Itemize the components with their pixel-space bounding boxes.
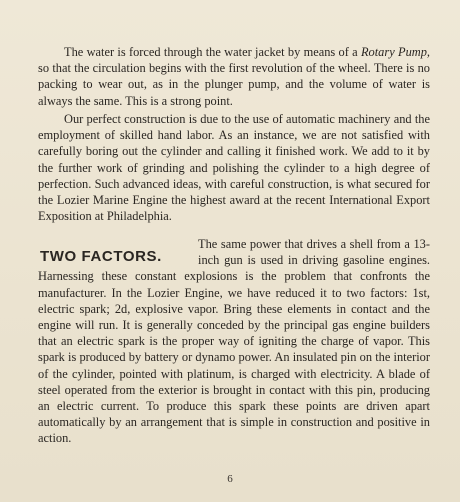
- p1-emphasis: Rotary Pump,: [360, 45, 430, 59]
- heading-wrap-space: [38, 236, 198, 266]
- page-number: 6: [227, 473, 233, 485]
- paragraph-rotary-pump: [38, 44, 430, 109]
- p1-text-a: The water is forced through the water jacket by means of a: [64, 45, 361, 59]
- p3-text: The same power that drives a shell from a 13-inch gun is used in driving gasoline engines. Harnessing these constant explosions is the problem that confronts the manufacturer. In the Lozier Engine, we have reduced it to two factors: 1st, electric spark; 2d, explosive vapor. Bring these elements in contact and the engine will run. It is generally conceded by the principal gas engine builders that an electric spark is the proper way of igniting the charge of vapor. This spark is produced by battery or dynamo power. An insulated pin on the interior of the cylinder, pointed with platinum, is charged with electricity. A blade of steel operated from the exterior is brought in contact with this pin, producing an electric current. To produce this spark these points are driven apart automatically by an arrangement that is simple in construction and positive in action.: [38, 237, 430, 446]
- side-heading-two-factors: TWO FACTORS.: [40, 248, 162, 265]
- paragraph-construction: Our perfect construction is due to the use of automatic machinery and the employment of skilled hand labor. As an instance, we are not satisfied with carefully boring out the cylinder and calling it finished work. We add to it by the further work of grinding and polishing the cylinder to a high degree of perfection. Such advanced ideas, with careful construction, is what secured for the Lozier Marine Engine the highest award at the recent International Export Exposition at Philadelphia.: [38, 112, 430, 224]
- paragraph-two-factors: [38, 236, 430, 447]
- p1-text-b: so that the circulation begins with the first revolution of the wheel. There is no packing to wear out, as in the plunger pump, and the volume of water is always the same. This is a strong point.: [38, 61, 430, 108]
